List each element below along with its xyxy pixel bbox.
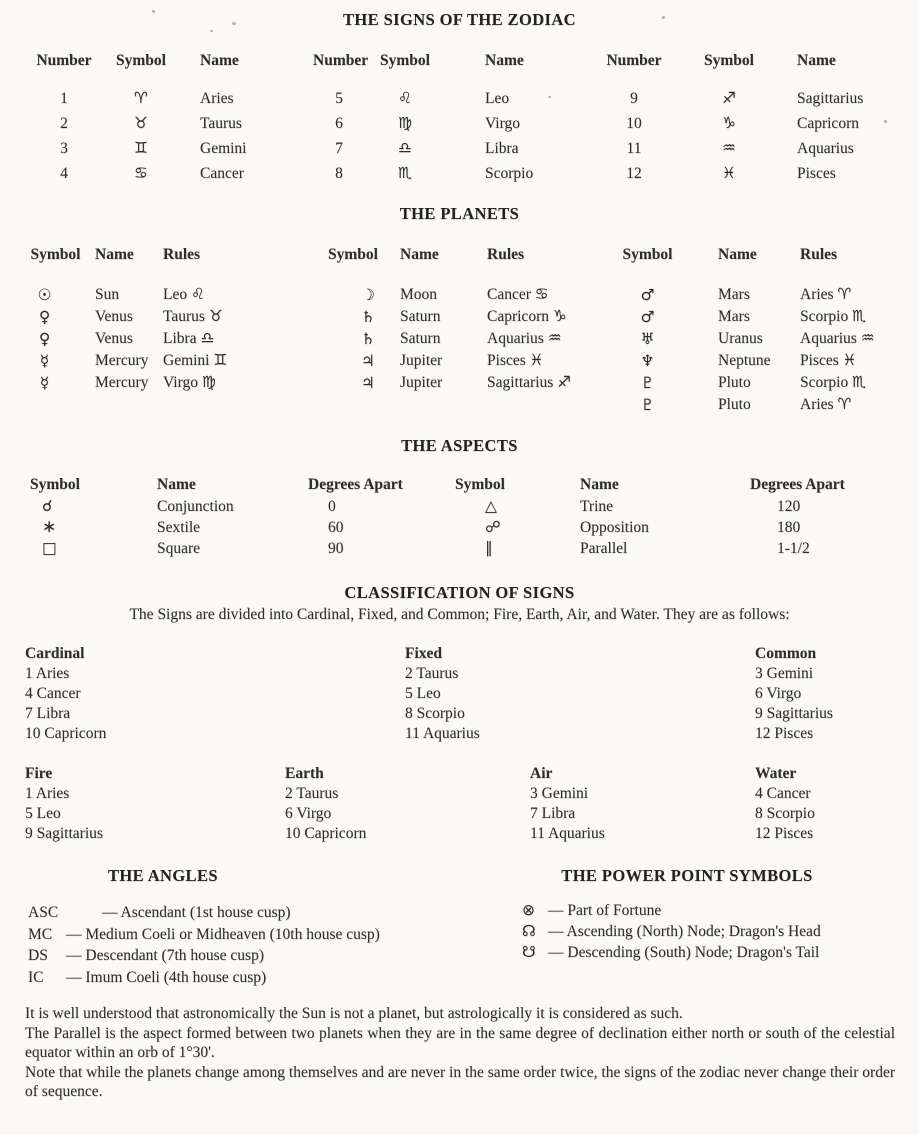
column-header-name: Name (485, 52, 524, 69)
column-header-name: Name (400, 246, 439, 263)
planet-row (610, 284, 919, 306)
zodiac-number: 5 (335, 90, 343, 107)
south-node-icon: ☋ (522, 943, 536, 961)
scan-speck (232, 22, 236, 25)
column-header-symbol: Symbol (622, 246, 673, 263)
column-header-symbol: Symbol (30, 476, 80, 493)
classification-item: 4 Cancer (25, 685, 81, 702)
aspect-row (455, 496, 919, 517)
parallel-symbol-icon: ∥ (485, 539, 493, 557)
classification-item: 8 Scorpio (755, 805, 815, 822)
power-point-item (522, 921, 919, 942)
angles-section-title: THE ANGLES (108, 866, 218, 885)
aspect-degrees: 60 (328, 519, 344, 536)
planet-row (610, 328, 919, 350)
mars-symbol-icon: ♂ (640, 286, 655, 304)
group-heading: Common (755, 645, 817, 662)
classification-item: 5 Leo (25, 805, 61, 822)
zodiac-name: Leo (485, 90, 510, 107)
planet-row (28, 306, 313, 328)
angle-item (28, 945, 455, 967)
aspect-name: Opposition (580, 519, 649, 536)
aspect-name: Square (157, 540, 201, 557)
zodiac-group-2 (313, 52, 603, 186)
classification-item: 12 Pisces (755, 825, 814, 842)
zodiac-name: Scorpio (485, 165, 534, 182)
zodiac-name: Sagittarius (797, 90, 864, 107)
classification-item: 2 Taurus (405, 665, 459, 682)
zodiac-number: 7 (335, 140, 343, 157)
zodiac-number: 8 (335, 165, 343, 182)
moon-symbol-icon: ☽ (361, 286, 375, 304)
zodiac-name: Capricorn (797, 115, 859, 132)
classification-item: 1 Aries (25, 785, 70, 802)
zodiac-row (28, 161, 313, 186)
column-header-symbol: Symbol (380, 52, 430, 69)
aspects-group-1 (28, 476, 455, 559)
classification-item: 9 Sagittarius (25, 825, 103, 842)
jupiter-symbol-icon: ♃ (361, 352, 375, 370)
planet-rules: Gemini ♊ (163, 352, 228, 369)
aspect-row (455, 517, 919, 538)
aspects-group-2 (455, 476, 919, 559)
planet-name: Mercury (95, 352, 149, 369)
zodiac-name: Aquarius (797, 140, 854, 157)
group-heading: Earth (285, 765, 324, 782)
zodiac-name: Virgo (485, 115, 520, 132)
classification-item: 10 Capricorn (25, 725, 107, 742)
column-header-name: Name (95, 246, 134, 263)
aspect-row (28, 517, 455, 538)
planet-rules: Pisces ♓ (487, 352, 544, 369)
aspects-header-row (455, 476, 919, 494)
aspect-name: Trine (580, 498, 614, 515)
planets-group-3 (610, 246, 919, 416)
virgo-symbol-icon: ♍ (398, 114, 412, 132)
column-header-symbol: Symbol (116, 52, 166, 69)
aspect-degrees: 90 (328, 540, 344, 557)
planet-row (28, 350, 313, 372)
power-point-desc: — Ascending (North) Node; Dragon's Head (548, 923, 821, 940)
classification-item: 6 Virgo (285, 805, 332, 822)
planet-name: Mars (718, 308, 750, 325)
column-header-name: Name (797, 52, 836, 69)
angle-desc: — Descendant (7th house cusp) (66, 947, 265, 964)
zodiac-number: 12 (626, 165, 642, 182)
planet-rules: Sagittarius ♐ (487, 374, 572, 391)
scan-speck (662, 16, 665, 19)
footnote-paragraph: It is well understood that astronomically the Sun is not a planet, but astrologically it is considered as such. (25, 1005, 683, 1022)
planet-rules: Aries ♈ (800, 396, 852, 413)
capricorn-symbol-icon: ♑ (722, 114, 736, 132)
zodiac-row (603, 136, 919, 161)
classification-item: 6 Virgo (755, 685, 802, 702)
zodiac-name: Aries (200, 90, 234, 107)
zodiac-row (313, 136, 603, 161)
angles-and-power-points (0, 866, 919, 988)
planet-row (610, 306, 919, 328)
aspect-degrees: 120 (777, 498, 801, 515)
column-header-degrees-apart: Degrees Apart (750, 476, 845, 493)
part-of-fortune-icon: ⊗ (522, 901, 535, 919)
jupiter-symbol-icon: ♃ (361, 374, 375, 392)
pisces-symbol-icon: ♓ (722, 164, 736, 182)
aspect-name: Conjunction (157, 498, 234, 515)
zodiac-name: Gemini (200, 140, 247, 157)
zodiac-row (603, 86, 919, 111)
aspects-header-row (28, 476, 455, 494)
planet-rules: Libra ♎ (163, 330, 215, 347)
column-header-name: Name (157, 476, 196, 493)
classification-section-title: CLASSIFICATION OF SIGNS (344, 583, 575, 602)
aries-symbol-icon: ♈ (134, 89, 148, 107)
planet-rules: Virgo ♍ (163, 374, 216, 391)
zodiac-name: Taurus (200, 115, 242, 132)
power-points-section-title: THE POWER POINT SYMBOLS (561, 866, 813, 885)
pluto-symbol-icon: ♇ (640, 396, 655, 414)
cardinal-group (25, 644, 405, 744)
power-point-item (522, 900, 919, 921)
zodiac-table (0, 52, 919, 186)
planets-group-2 (313, 246, 610, 416)
angle-abbr: ASC (28, 904, 59, 921)
footnote-paragraph: Note that while the planets change among themselves and are never in the same order twice, the signs of the zodiac never change their order of sequence. (25, 1063, 895, 1100)
common-group (755, 644, 919, 744)
fire-group (25, 764, 285, 844)
classification-item: 3 Gemini (530, 785, 589, 802)
mercury-symbol-icon: ☿ (39, 374, 50, 392)
planet-row (313, 350, 610, 372)
aspects-table (0, 476, 919, 559)
planet-row (610, 350, 919, 372)
mercury-symbol-icon: ☿ (39, 352, 50, 370)
planet-name: Pluto (718, 396, 751, 413)
planet-row (313, 328, 610, 350)
classification-row-2 (0, 764, 919, 844)
column-header-symbol: Symbol (328, 246, 378, 263)
libra-symbol-icon: ♎ (398, 139, 412, 157)
footnote-paragraph: The Parallel is the aspect formed between two planets when they are in the same degree of declination either north or south of the celestial equator within an orb of 1°30'. (25, 1024, 895, 1061)
zodiac-name: Pisces (797, 165, 836, 182)
power-point-item (522, 942, 919, 963)
classification-item: 3 Gemini (755, 665, 814, 682)
planet-row (28, 284, 313, 306)
planet-name: Sun (95, 286, 120, 303)
angle-abbr: MC (28, 925, 53, 943)
zodiac-row (603, 111, 919, 136)
neptune-symbol-icon: ♆ (640, 352, 655, 370)
planet-rules: Cancer ♋ (487, 286, 549, 303)
north-node-icon: ☊ (522, 922, 536, 940)
planet-name: Jupiter (400, 374, 443, 391)
zodiac-section-title: THE SIGNS OF THE ZODIAC (343, 10, 576, 29)
aspect-degrees: 0 (328, 498, 336, 515)
aspect-row (455, 538, 919, 559)
zodiac-header-row (313, 52, 603, 70)
column-header-number: Number (606, 52, 662, 69)
zodiac-row (313, 111, 603, 136)
zodiac-row (313, 86, 603, 111)
classification-item: 11 Aquarius (405, 725, 480, 742)
column-header-symbol: Symbol (30, 246, 81, 263)
pluto-symbol-icon: ♇ (640, 374, 655, 392)
planet-row (28, 372, 313, 394)
trine-symbol-icon: △ (485, 497, 497, 515)
classification-item: 12 Pisces (755, 725, 814, 742)
group-heading: Water (755, 765, 797, 782)
group-heading: Air (530, 765, 553, 782)
scan-speck (152, 10, 155, 13)
aspect-name: Parallel (580, 540, 628, 557)
mars-symbol-icon: ♂ (640, 308, 655, 326)
group-heading: Fixed (405, 645, 443, 662)
angle-desc: — Imum Coeli (4th house cusp) (66, 968, 267, 986)
gemini-symbol-icon: ♊ (134, 139, 148, 157)
zodiac-row (313, 161, 603, 186)
angle-abbr: IC (28, 968, 44, 986)
planet-name: Moon (400, 286, 438, 303)
leo-symbol-icon: ♌ (398, 89, 412, 107)
air-group (530, 764, 755, 844)
planet-name: Venus (95, 308, 133, 325)
taurus-symbol-icon: ♉ (134, 114, 148, 132)
sextile-symbol-icon: ∗ (42, 517, 57, 537)
zodiac-group-1 (28, 52, 313, 186)
planet-row (313, 306, 610, 328)
planets-header-row (610, 246, 919, 264)
angle-abbr: DS (28, 947, 48, 964)
planet-rules: Aries ♈ (800, 286, 852, 303)
zodiac-header-row (603, 52, 919, 70)
scan-speck (548, 96, 551, 98)
planet-name: Neptune (718, 352, 771, 369)
planet-row (28, 328, 313, 350)
scan-speck (884, 120, 887, 123)
planet-name: Mars (718, 286, 750, 303)
power-point-desc: — Part of Fortune (548, 902, 662, 919)
column-header-name: Name (200, 52, 239, 69)
power-points-section (455, 866, 919, 988)
zodiac-number: 9 (630, 90, 638, 107)
planet-name: Jupiter (400, 352, 443, 369)
water-group (755, 764, 919, 844)
planet-rules: Pisces ♓ (800, 352, 857, 369)
group-heading: Cardinal (25, 645, 85, 662)
square-symbol-icon: □ (42, 539, 57, 557)
classification-item: 1 Aries (25, 665, 70, 682)
planet-rules: Aquarius ♒ (487, 330, 562, 347)
zodiac-name: Cancer (200, 165, 244, 182)
planet-row (610, 394, 919, 416)
venus-symbol-icon: ♀ (38, 308, 51, 326)
planet-name: Pluto (718, 374, 751, 391)
sun-symbol-icon: ☉ (37, 286, 52, 304)
power-point-desc: — Descending (South) Node; Dragon's Tail (548, 944, 820, 961)
column-header-name: Name (580, 476, 619, 493)
scan-speck (210, 30, 213, 32)
zodiac-number: 6 (335, 115, 343, 132)
planets-header-row (313, 246, 610, 264)
group-heading: Fire (25, 765, 53, 782)
zodiac-number: 3 (60, 140, 68, 157)
angle-item (28, 924, 455, 946)
angles-section (0, 866, 455, 988)
classification-item: 8 Scorpio (405, 705, 465, 722)
column-header-symbol: Symbol (455, 476, 505, 493)
power-points-list (455, 900, 919, 963)
zodiac-number: 4 (60, 165, 68, 182)
classification-item: 10 Capricorn (285, 825, 367, 842)
planet-name: Mercury (95, 374, 149, 391)
classification-row-1 (0, 644, 919, 744)
aspects-section-title: THE ASPECTS (401, 436, 518, 455)
zodiac-name: Libra (485, 140, 519, 157)
zodiac-number: 10 (626, 115, 642, 132)
classification-item: 9 Sagittarius (755, 705, 833, 722)
column-header-rules: Rules (487, 246, 525, 263)
planets-table (0, 246, 919, 416)
classification-intro: The Signs are divided into Cardinal, Fixed, and Common; Fire, Earth, Air, and Water. They are as follows: (129, 606, 790, 623)
aspect-name: Sextile (157, 519, 201, 536)
planet-rules: Leo ♌ (163, 286, 205, 303)
angles-list (28, 902, 455, 988)
zodiac-row (603, 161, 919, 186)
planets-header-row (28, 246, 313, 264)
classification-item: 5 Leo (405, 685, 441, 702)
angle-item (28, 967, 455, 989)
aspect-row (28, 538, 455, 559)
column-header-number: Number (313, 52, 369, 69)
aspect-degrees: 1-1/2 (777, 540, 810, 557)
footnotes (0, 1004, 919, 1102)
classification-item: 7 Libra (530, 805, 576, 822)
planet-row (313, 372, 610, 394)
saturn-symbol-icon: ♄ (361, 308, 375, 326)
planet-rules: Aquarius ♒ (800, 330, 875, 347)
column-header-symbol: Symbol (704, 52, 754, 69)
planet-row (313, 284, 610, 306)
sagittarius-symbol-icon: ♐ (722, 89, 736, 107)
conjunction-symbol-icon: ☌ (42, 497, 53, 515)
cancer-symbol-icon: ♋ (134, 164, 148, 182)
column-header-number: Number (36, 52, 92, 69)
zodiac-row (28, 136, 313, 161)
column-header-rules: Rules (800, 246, 838, 263)
planet-name: Venus (95, 330, 133, 347)
earth-group (285, 764, 530, 844)
venus-symbol-icon: ♀ (38, 330, 51, 348)
planet-row (610, 372, 919, 394)
column-header-degrees-apart: Degrees Apart (308, 476, 403, 493)
angle-item (28, 902, 455, 924)
classification-item: 4 Cancer (755, 785, 811, 802)
planet-name: Saturn (400, 330, 441, 347)
planets-section-title: THE PLANETS (399, 204, 520, 223)
column-header-rules: Rules (163, 246, 201, 263)
angle-desc: — Ascendant (1st house cusp) (102, 904, 291, 921)
zodiac-group-3 (603, 52, 919, 186)
aquarius-symbol-icon: ♒ (722, 139, 736, 157)
classification-item: 7 Libra (25, 705, 71, 722)
planets-group-1 (28, 246, 313, 416)
planet-name: Saturn (400, 308, 441, 325)
planet-rules: Capricorn ♑ (487, 308, 567, 325)
zodiac-row (28, 86, 313, 111)
zodiac-number: 2 (60, 115, 68, 132)
planet-rules: Taurus ♉ (163, 308, 223, 325)
column-header-name: Name (718, 246, 757, 263)
planet-rules: Scorpio ♏ (800, 308, 866, 325)
aspect-row (28, 496, 455, 517)
classification-item: 2 Taurus (285, 785, 339, 802)
zodiac-row (28, 111, 313, 136)
planet-name: Uranus (718, 330, 763, 347)
fixed-group (405, 644, 755, 744)
saturn-symbol-icon: ♄ (361, 330, 375, 348)
aspect-degrees: 180 (777, 519, 801, 536)
scorpio-symbol-icon: ♏ (398, 164, 412, 182)
angle-desc: — Medium Coeli or Midheaven (10th house cusp) (66, 925, 380, 943)
opposition-symbol-icon: ☍ (485, 518, 501, 536)
uranus-symbol-icon: ♅ (640, 330, 655, 348)
zodiac-number: 1 (60, 90, 68, 107)
classification-item: 11 Aquarius (530, 825, 605, 842)
planet-rules: Scorpio ♏ (800, 374, 866, 391)
zodiac-header-row (28, 52, 313, 70)
zodiac-number: 11 (626, 140, 642, 157)
